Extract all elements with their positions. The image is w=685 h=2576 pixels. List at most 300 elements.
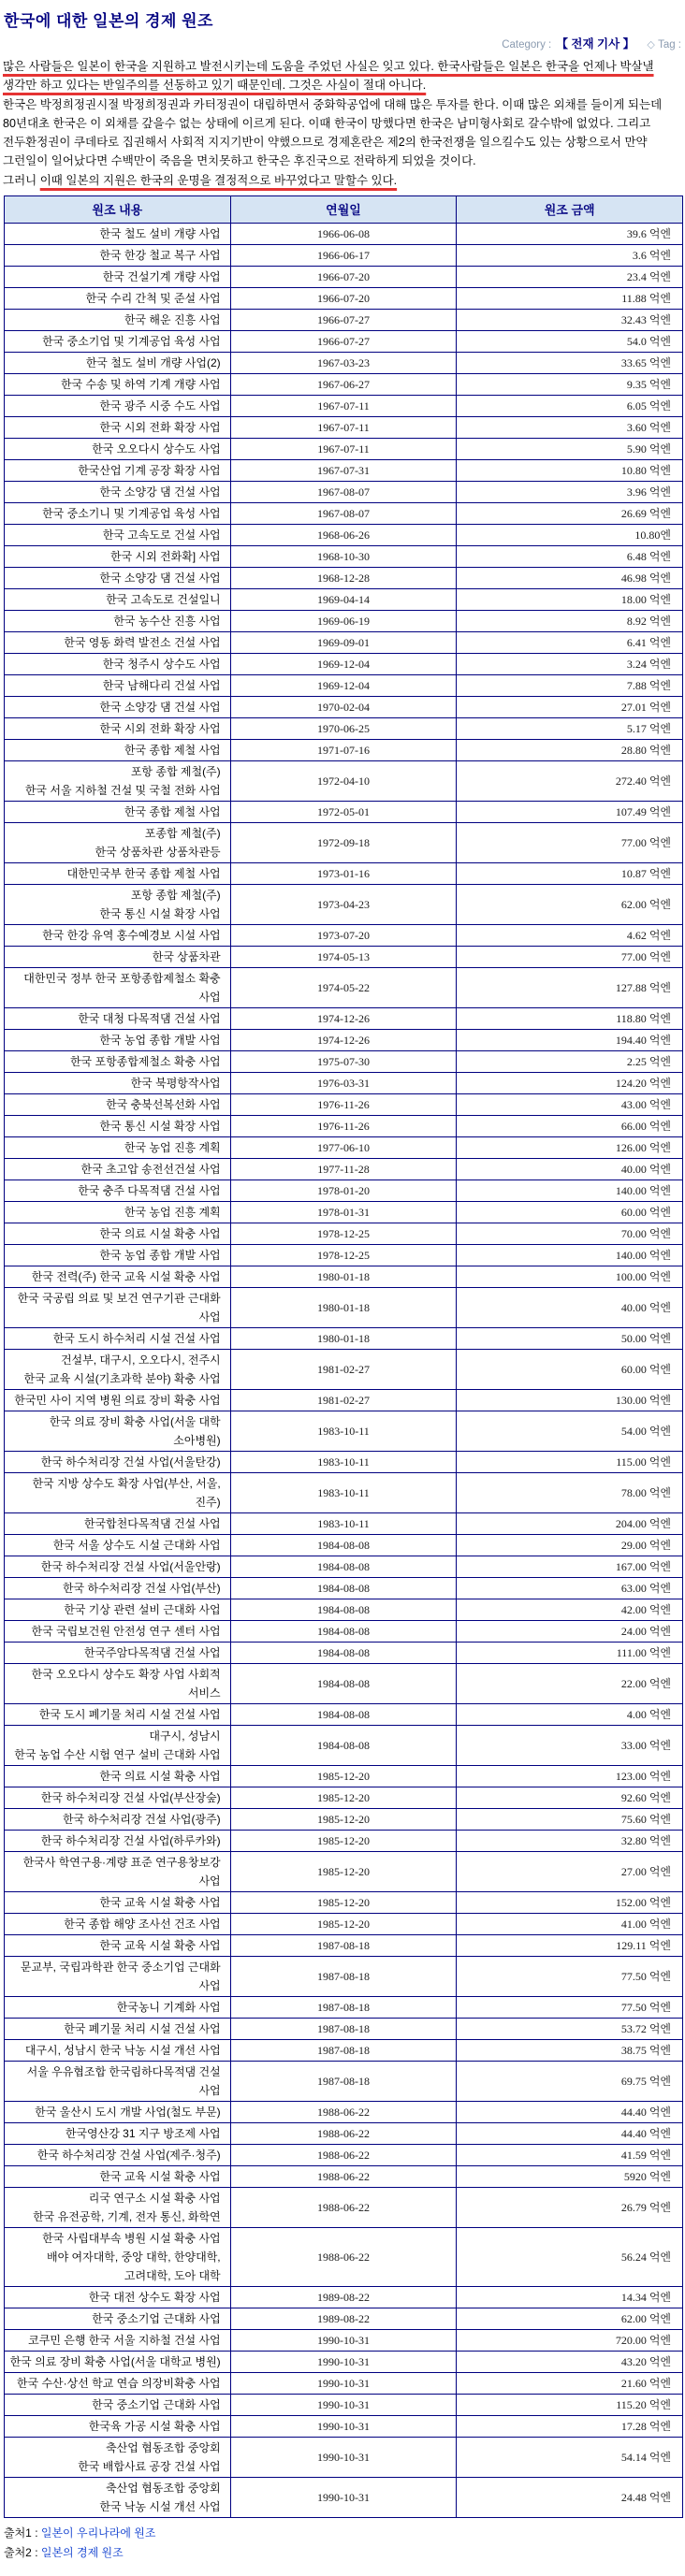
aid-date-cell: 1984-08-08 [230, 1534, 457, 1556]
aid-table-header [5, 195, 683, 223]
table-row [5, 1007, 683, 1029]
article-body [3, 57, 683, 190]
source2-link[interactable]: 일본의 경제 원조 [40, 2545, 124, 2559]
table-row [5, 330, 683, 352]
table-row [5, 822, 683, 862]
aid-content-cell: 서울 우유협조합 한국림하다목적댐 건설 사업 [5, 2061, 231, 2101]
aid-amount-cell: 27.01 억엔 [457, 696, 683, 717]
aid-amount-cell: 140.00 억엔 [457, 1244, 683, 1266]
aid-amount-cell: 129.11 억엔 [457, 1934, 683, 1956]
table-row [5, 2286, 683, 2308]
aid-amount-cell: 62.00 억엔 [457, 2308, 683, 2329]
aid-amount-cell: 69.75 억엔 [457, 2061, 683, 2101]
table-row [5, 1830, 683, 1851]
aid-date-cell: 1966-07-27 [230, 330, 457, 352]
table-row [5, 2144, 683, 2165]
aid-content-cell: 포종합 제철(주) 한국 상품차관 상품차관등 [5, 822, 231, 862]
aid-content-cell: 한국 의료 시설 확충 사업 [5, 1765, 231, 1787]
aid-content-cell: 한국 국립보건원 안전성 연구 센터 사업 [5, 1620, 231, 1642]
aid-date-cell: 1988-06-22 [230, 2165, 457, 2187]
aid-amount-cell: 5.17 억엔 [457, 717, 683, 739]
aid-amount-cell: 78.00 억엔 [457, 1472, 683, 1512]
aid-content-cell: 한국 철도 설비 개량 사업(2) [5, 352, 231, 373]
aid-amount-cell: 77.00 억엔 [457, 822, 683, 862]
article-meta [2, 35, 681, 51]
aid-content-cell: 한국 종합 해양 조사선 건조 사업 [5, 1913, 231, 1934]
aid-content-cell: 코쿠민 은행 한국 서울 지하철 건설 사업 [5, 2329, 231, 2351]
aid-content-cell: 한국 농수산 진흥 사업 [5, 610, 231, 631]
aid-content-cell: 한국농니 기계화 사업 [5, 1996, 231, 2018]
aid-date-cell: 1973-07-20 [230, 924, 457, 946]
aid-amount-cell: 42.00 억엔 [457, 1599, 683, 1620]
table-row [5, 2122, 683, 2144]
aid-date-cell: 1967-07-11 [230, 395, 457, 416]
aid-content-cell: 대구시, 성남시 한국 낙농 시설 개선 사업 [5, 2039, 231, 2061]
aid-amount-cell: 8.92 억엔 [457, 610, 683, 631]
aid-content-cell: 한국 폐기물 처리 시설 건설 사업 [5, 2018, 231, 2039]
table-row [5, 674, 683, 696]
table-row [5, 2329, 683, 2351]
aid-date-cell: 1985-12-20 [230, 1830, 457, 1851]
aid-amount-cell: 43.20 억엔 [457, 2351, 683, 2372]
source2-label: 출처2 : [4, 2545, 38, 2559]
aid-date-cell: 1985-12-20 [230, 1891, 457, 1913]
table-row [5, 1808, 683, 1830]
aid-date-cell: 1983-10-11 [230, 1411, 457, 1451]
aid-content-cell: 대한민국부 한국 종합 제철 사업 [5, 862, 231, 884]
table-row [5, 760, 683, 801]
table-row [5, 1534, 683, 1556]
aid-date-cell: 1970-02-04 [230, 696, 457, 717]
column-header-date: 연월일 [230, 195, 457, 223]
aid-content-cell: 한국 하수처리장 건설 사업(서울탄강) [5, 1451, 231, 1472]
aid-date-cell: 1990-10-31 [230, 2372, 457, 2394]
aid-amount-cell: 2.25 억엔 [457, 1050, 683, 1072]
table-row [5, 610, 683, 631]
aid-amount-cell: 126.00 억엔 [457, 1136, 683, 1158]
table-row [5, 1663, 683, 1703]
aid-content-cell: 한국 시외 전화확] 사업 [5, 545, 231, 567]
aid-date-cell: 1990-10-31 [230, 2437, 457, 2477]
aid-amount-cell: 7.88 억엔 [457, 674, 683, 696]
aid-date-cell: 1983-10-11 [230, 1451, 457, 1472]
aid-content-cell: 한국 상품차관 [5, 946, 231, 967]
aid-amount-cell: 100.00 억엔 [457, 1266, 683, 1287]
table-row [5, 567, 683, 588]
aid-content-cell: 한국 농업 종합 개발 사업 [5, 1029, 231, 1050]
table-row [5, 223, 683, 244]
table-row [5, 266, 683, 287]
aid-date-cell: 1974-12-26 [230, 1029, 457, 1050]
aid-amount-cell: 26.69 억엔 [457, 502, 683, 524]
aid-date-cell: 1990-10-31 [230, 2329, 457, 2351]
aid-date-cell: 1985-12-20 [230, 1851, 457, 1891]
aid-date-cell: 1984-08-08 [230, 1556, 457, 1577]
aid-date-cell: 1968-06-26 [230, 524, 457, 545]
aid-content-cell: 한국 시외 전화 확장 사업 [5, 717, 231, 739]
aid-content-cell: 한국 영동 화력 발전소 건설 사업 [5, 631, 231, 653]
aid-content-cell: 한국 하수처리장 건설 사업(부산장숲) [5, 1787, 231, 1808]
aid-content-cell: 한국 충주 다목적댐 건설 사업 [5, 1179, 231, 1201]
intro-paragraph-2: 한국은 박정희정권시절 박정희정권과 카터정권이 대립하면서 중화학공업에 대해 많은 투자를 한다. 이때 많은 외채를 들이게 되는데 80년대초 한국은 이 외채를 갚을수 없는 상태에 이르게 된다. 이때 한국이 망했다면 한국은 남미형사회로 갈수밖에 없었다. 그리고 전두환정권이 쿠데타로 집권해서 사회적 지지기반이 약했으므로 경제혼란은 제2의 한국전쟁을 일으킬수도 있는 상황으로서 만약 그런일이 일어났다면 수백만이 죽음을 면치못하고 한국은 후진국으로 전락하게 되었을 것이다. [3, 97, 663, 168]
aid-amount-cell: 3.96 억엔 [457, 481, 683, 502]
aid-amount-cell: 21.60 억엔 [457, 2372, 683, 2394]
aid-date-cell: 1988-06-22 [230, 2227, 457, 2286]
page-title: 한국에 대한 일본의 경제 원조 [4, 12, 213, 30]
aid-amount-cell: 54.0 억엔 [457, 330, 683, 352]
aid-date-cell: 1977-06-10 [230, 1136, 457, 1158]
aid-content-cell: 한국 교육 시설 확충 사업 [5, 1891, 231, 1913]
aid-content-cell: 한국 소양강 댐 건설 사업 [5, 481, 231, 502]
aid-content-cell: 한국 하수처리장 건설 사업(부산) [5, 1577, 231, 1599]
aid-date-cell: 1968-10-30 [230, 545, 457, 567]
aid-content-cell: 한국 수리 간척 및 준설 사업 [5, 287, 231, 309]
aid-amount-cell: 54.14 억엔 [457, 2437, 683, 2477]
aid-date-cell: 1988-06-22 [230, 2187, 457, 2227]
aid-amount-cell: 22.00 억엔 [457, 1663, 683, 1703]
intro-paragraph-3-prefix: 그러니 [3, 173, 40, 187]
aid-amount-cell: 10.80엔 [457, 524, 683, 545]
aid-amount-cell: 32.80 억엔 [457, 1830, 683, 1851]
table-row [5, 1136, 683, 1158]
aid-content-cell: 한국 해운 진흥 사업 [5, 309, 231, 330]
aid-amount-cell: 63.00 억엔 [457, 1577, 683, 1599]
table-row [5, 1223, 683, 1244]
aid-amount-cell: 27.00 억엔 [457, 1851, 683, 1891]
aid-date-cell: 1987-08-18 [230, 1956, 457, 1996]
table-row [5, 373, 683, 395]
aid-content-cell: 한국주암다목적댐 건설 사업 [5, 1642, 231, 1663]
table-row [5, 1642, 683, 1663]
aid-content-cell: 한국 남해다리 건설 사업 [5, 674, 231, 696]
table-row [5, 1266, 683, 1287]
aid-date-cell: 1969-12-04 [230, 674, 457, 696]
aid-content-cell: 한국 중소기업 근대화 사업 [5, 2394, 231, 2415]
table-row [5, 1765, 683, 1787]
table-row [5, 2101, 683, 2122]
aid-content-cell: 한국 충북선복선화 사업 [5, 1093, 231, 1115]
table-row [5, 1029, 683, 1050]
aid-amount-cell: 40.00 억엔 [457, 1158, 683, 1179]
table-row [5, 739, 683, 760]
aid-content-cell: 한국사 학연구용·계량 표준 연구용창보강 사업 [5, 1851, 231, 1891]
aid-date-cell: 1975-07-30 [230, 1050, 457, 1072]
table-row [5, 416, 683, 438]
table-row [5, 696, 683, 717]
table-row [5, 1201, 683, 1223]
aid-amount-cell: 60.00 억엔 [457, 1349, 683, 1389]
table-row [5, 1934, 683, 1956]
aid-date-cell: 1984-08-08 [230, 1620, 457, 1642]
table-row [5, 1725, 683, 1765]
aid-date-cell: 1990-10-31 [230, 2351, 457, 2372]
table-row [5, 481, 683, 502]
intro-paragraph-3 [3, 171, 683, 190]
aid-content-cell: 한국 하수처리장 건설 사업(제주·청주) [5, 2144, 231, 2165]
aid-content-cell: 한국 농업 종합 개발 사업 [5, 1244, 231, 1266]
table-row [5, 1349, 683, 1389]
aid-date-cell: 1978-12-25 [230, 1244, 457, 1266]
aid-date-cell: 1980-01-18 [230, 1287, 457, 1327]
table-row [5, 1179, 683, 1201]
aid-amount-cell: 77.50 억엔 [457, 1996, 683, 2018]
aid-amount-cell: 272.40 억엔 [457, 760, 683, 801]
aid-date-cell: 1972-09-18 [230, 822, 457, 862]
aid-date-cell: 1988-06-22 [230, 2122, 457, 2144]
aid-date-cell: 1969-09-01 [230, 631, 457, 653]
aid-content-cell: 한국 고속도로 건설 사업 [5, 524, 231, 545]
table-row [5, 2351, 683, 2372]
aid-content-cell: 한국 종합 제철 사업 [5, 801, 231, 822]
aid-amount-cell: 124.20 억엔 [457, 1072, 683, 1093]
aid-amount-cell: 14.34 억엔 [457, 2286, 683, 2308]
aid-amount-cell: 204.00 억엔 [457, 1512, 683, 1534]
aid-date-cell: 1990-10-31 [230, 2477, 457, 2517]
aid-content-cell: 한국 국공립 의료 및 보건 연구기관 근대화 사업 [5, 1287, 231, 1327]
aid-date-cell: 1969-12-04 [230, 653, 457, 674]
aid-amount-cell: 33.65 억엔 [457, 352, 683, 373]
table-row [5, 1158, 683, 1179]
aid-date-cell: 1967-06-27 [230, 373, 457, 395]
aid-date-cell: 1974-05-13 [230, 946, 457, 967]
aid-amount-cell: 24.48 억엔 [457, 2477, 683, 2517]
aid-amount-cell: 29.00 억엔 [457, 1534, 683, 1556]
aid-content-cell: 한국 한강 유역 홍수예경보 시설 사업 [5, 924, 231, 946]
aid-amount-cell: 111.00 억엔 [457, 1642, 683, 1663]
aid-date-cell: 1970-06-25 [230, 717, 457, 739]
aid-content-cell: 한국육 가공 시설 확충 사업 [5, 2415, 231, 2437]
aid-content-cell: 한국 하수처리장 건설 사업(광주) [5, 1808, 231, 1830]
red-underlined-text-1: 많은 사람들은 일본이 한국을 지원하고 발전시키는데 도움을 주었던 사실은 잊고 있다. 한국사람들은 일본은 한국을 언제나 박살낼 생각만 하고 있다는 반일주의를 선동하고 있기 때문인데. 그것은 사실이 절대 아니다. [3, 60, 654, 93]
aid-content-cell: 한국 의료 장비 확충 사업(서울 대학교 병원) [5, 2351, 231, 2372]
aid-date-cell: 1990-10-31 [230, 2394, 457, 2415]
aid-content-cell: 대한민국 정부 한국 포항종합제철소 확충 사업 [5, 967, 231, 1007]
aid-amount-cell: 17.28 억엔 [457, 2415, 683, 2437]
table-row [5, 1472, 683, 1512]
table-row [5, 1072, 683, 1093]
aid-content-cell: 한국 철도 설비 개량 사업 [5, 223, 231, 244]
table-row [5, 1093, 683, 1115]
aid-content-cell: 한국 지방 상수도 확장 사업(부산, 서울, 진주) [5, 1472, 231, 1512]
tag-label: Tag : [658, 39, 681, 51]
aid-content-cell: 한국 기상 관련 설비 근대화 사업 [5, 1599, 231, 1620]
aid-content-cell: 축산업 협동조합 중앙회 한국 낙농 시설 개선 사업 [5, 2477, 231, 2517]
aid-content-cell: 한국 교육 시설 확충 사업 [5, 2165, 231, 2187]
table-row [5, 395, 683, 416]
header-row [5, 195, 683, 223]
table-row [5, 1451, 683, 1472]
aid-content-cell: 문교부, 국립과학관 한국 중소기업 근대화 사업 [5, 1956, 231, 1996]
table-row [5, 588, 683, 610]
aid-amount-cell: 70.00 억엔 [457, 1223, 683, 1244]
aid-date-cell: 1966-07-20 [230, 266, 457, 287]
aid-date-cell: 1990-10-31 [230, 2415, 457, 2437]
aid-amount-cell: 24.00 억엔 [457, 1620, 683, 1642]
aid-amount-cell: 4.00 억엔 [457, 1703, 683, 1725]
aid-date-cell: 1976-03-31 [230, 1072, 457, 1093]
aid-amount-cell: 152.00 억엔 [457, 1891, 683, 1913]
aid-date-cell: 1967-08-07 [230, 481, 457, 502]
aid-content-cell: 한국 의료 시설 확충 사업 [5, 1223, 231, 1244]
table-row [5, 438, 683, 459]
source-line-1 [4, 2524, 683, 2543]
table-row [5, 862, 683, 884]
aid-content-cell: 한국 오오다시 상수도 확장 사업 사회적 서비스 [5, 1663, 231, 1703]
table-row [5, 1599, 683, 1620]
table-row [5, 1891, 683, 1913]
column-header-amount: 원조 금액 [457, 195, 683, 223]
table-row [5, 1512, 683, 1534]
aid-date-cell: 1983-10-11 [230, 1512, 457, 1534]
table-row [5, 1556, 683, 1577]
table-row [5, 1620, 683, 1642]
aid-amount-cell: 4.62 억엔 [457, 924, 683, 946]
aid-date-cell: 1985-12-20 [230, 1808, 457, 1830]
table-row [5, 631, 683, 653]
aid-content-cell: 한국 시외 전화 확장 사업 [5, 416, 231, 438]
category-label: Category : [502, 39, 552, 51]
table-row [5, 244, 683, 266]
table-row [5, 1577, 683, 1599]
aid-date-cell: 1966-07-27 [230, 309, 457, 330]
table-row [5, 1287, 683, 1327]
aid-date-cell: 1989-08-22 [230, 2308, 457, 2329]
intro-paragraph-1 [3, 57, 683, 95]
aid-content-cell: 한국 소양강 댐 건설 사업 [5, 567, 231, 588]
aid-content-cell: 한국 중소기업 근대화 사업 [5, 2308, 231, 2329]
aid-amount-cell: 18.00 억엔 [457, 588, 683, 610]
aid-amount-cell: 123.00 억엔 [457, 1765, 683, 1787]
aid-date-cell: 1971-07-16 [230, 739, 457, 760]
aid-date-cell: 1985-12-20 [230, 1765, 457, 1787]
aid-amount-cell: 44.40 억엔 [457, 2101, 683, 2122]
aid-content-cell: 한국 오오다시 상수도 사업 [5, 438, 231, 459]
aid-amount-cell: 107.49 억엔 [457, 801, 683, 822]
aid-date-cell: 1976-11-26 [230, 1093, 457, 1115]
table-row [5, 524, 683, 545]
aid-date-cell: 1984-08-08 [230, 1703, 457, 1725]
aid-amount-cell: 43.00 억엔 [457, 1093, 683, 1115]
aid-content-cell: 한국 북평항작사업 [5, 1072, 231, 1093]
aid-date-cell: 1974-05-22 [230, 967, 457, 1007]
table-row [5, 1389, 683, 1411]
aid-content-cell: 한국 수산·상선 학교 연습 의장비확충 사업 [5, 2372, 231, 2394]
aid-date-cell: 1987-08-18 [230, 2039, 457, 2061]
aid-date-cell: 1984-08-08 [230, 1642, 457, 1663]
table-row [5, 1703, 683, 1725]
aid-amount-cell: 41.00 억엔 [457, 1913, 683, 1934]
aid-content-cell: 한국합천다목적댐 건설 사업 [5, 1512, 231, 1534]
aid-date-cell: 1984-08-08 [230, 1599, 457, 1620]
aid-amount-cell: 11.88 억엔 [457, 287, 683, 309]
aid-date-cell: 1977-11-28 [230, 1158, 457, 1179]
table-row [5, 2018, 683, 2039]
aid-content-cell: 한국 한강 철교 복구 사업 [5, 244, 231, 266]
table-row [5, 502, 683, 524]
aid-amount-cell: 46.98 억엔 [457, 567, 683, 588]
table-row [5, 884, 683, 924]
aid-amount-cell: 127.88 억엔 [457, 967, 683, 1007]
aid-content-cell: 축산업 협동조합 중앙회 한국 배합사료 공장 건설 사업 [5, 2437, 231, 2477]
aid-amount-cell: 6.41 억엔 [457, 631, 683, 653]
aid-date-cell: 1981-02-27 [230, 1389, 457, 1411]
aid-content-cell: 한국 농업 진흥 계획 [5, 1201, 231, 1223]
source1-link[interactable]: 일본이 우리나라에 원조 [40, 2525, 156, 2540]
aid-amount-cell: 3.6 억엔 [457, 244, 683, 266]
aid-date-cell: 1966-06-08 [230, 223, 457, 244]
aid-content-cell: 한국 광주 시중 수도 사업 [5, 395, 231, 416]
aid-date-cell: 1978-01-31 [230, 1201, 457, 1223]
aid-amount-cell: 118.80 억엔 [457, 1007, 683, 1029]
table-row [5, 1411, 683, 1451]
aid-amount-cell: 77.50 억엔 [457, 1956, 683, 1996]
aid-amount-cell: 194.40 억엔 [457, 1029, 683, 1050]
red-underlined-text-2: 이때 일본의 지원은 한국의 운명을 결정적으로 바꾸었다고 말할수 있다. [39, 173, 398, 187]
aid-amount-cell: 62.00 억엔 [457, 884, 683, 924]
aid-date-cell: 1967-08-07 [230, 502, 457, 524]
aid-amount-cell: 28.80 억엔 [457, 739, 683, 760]
aid-content-cell: 한국 의료 장비 확충 사업(서울 대학 소아병원) [5, 1411, 231, 1451]
aid-date-cell: 1967-07-11 [230, 438, 457, 459]
tag-icon: ◇ [647, 39, 655, 51]
table-row [5, 2437, 683, 2477]
aid-content-cell: 한국 대청 다목적댐 건설 사업 [5, 1007, 231, 1029]
aid-content-cell: 한국 포항종합제철소 확충 사업 [5, 1050, 231, 1072]
aid-date-cell: 1988-06-22 [230, 2101, 457, 2122]
aid-content-cell: 한국 중소기업 및 기계공업 육성 사업 [5, 330, 231, 352]
aid-content-cell: 한국 초고압 송전선건설 사업 [5, 1158, 231, 1179]
aid-date-cell: 1980-01-18 [230, 1266, 457, 1287]
table-row [5, 2372, 683, 2394]
table-row [5, 1327, 683, 1349]
table-row [5, 946, 683, 967]
aid-amount-cell: 53.72 억엔 [457, 2018, 683, 2039]
table-row [5, 1115, 683, 1136]
table-row [5, 309, 683, 330]
aid-date-cell: 1968-12-28 [230, 567, 457, 588]
source1-label: 출처1 : [4, 2525, 38, 2540]
aid-amount-cell: 130.00 억엔 [457, 1389, 683, 1411]
table-row [5, 1956, 683, 1996]
table-row [5, 2227, 683, 2286]
aid-amount-cell: 5920 억엔 [457, 2165, 683, 2187]
aid-date-cell: 1987-08-18 [230, 1996, 457, 2018]
aid-amount-cell: 33.00 억엔 [457, 1725, 683, 1765]
aid-date-cell: 1967-07-31 [230, 459, 457, 481]
aid-amount-cell: 41.59 억엔 [457, 2144, 683, 2165]
aid-date-cell: 1980-01-18 [230, 1327, 457, 1349]
aid-date-cell: 1987-08-18 [230, 2018, 457, 2039]
aid-content-cell: 한국 농업 진흥 계획 [5, 1136, 231, 1158]
aid-amount-cell: 32.43 억엔 [457, 309, 683, 330]
aid-date-cell: 1987-08-18 [230, 2061, 457, 2101]
aid-date-cell: 1985-12-20 [230, 1913, 457, 1934]
aid-amount-cell: 50.00 억엔 [457, 1327, 683, 1349]
aid-content-cell: 한국영산강 31 지구 방조제 사업 [5, 2122, 231, 2144]
aid-date-cell: 1967-07-11 [230, 416, 457, 438]
aid-content-cell: 한국민 사이 지역 병원 의료 장비 확충 사업 [5, 1389, 231, 1411]
table-row [5, 2187, 683, 2227]
aid-content-cell: 한국 중소기니 및 기계공업 육성 사업 [5, 502, 231, 524]
aid-amount-cell: 10.80 억엔 [457, 459, 683, 481]
table-row [5, 2061, 683, 2101]
table-row [5, 352, 683, 373]
table-row [5, 2415, 683, 2437]
category-value[interactable]: 【 전재 기사 】 [556, 37, 635, 51]
aid-amount-cell: 38.75 억엔 [457, 2039, 683, 2061]
aid-date-cell: 1988-06-22 [230, 2144, 457, 2165]
aid-date-cell: 1966-06-17 [230, 244, 457, 266]
